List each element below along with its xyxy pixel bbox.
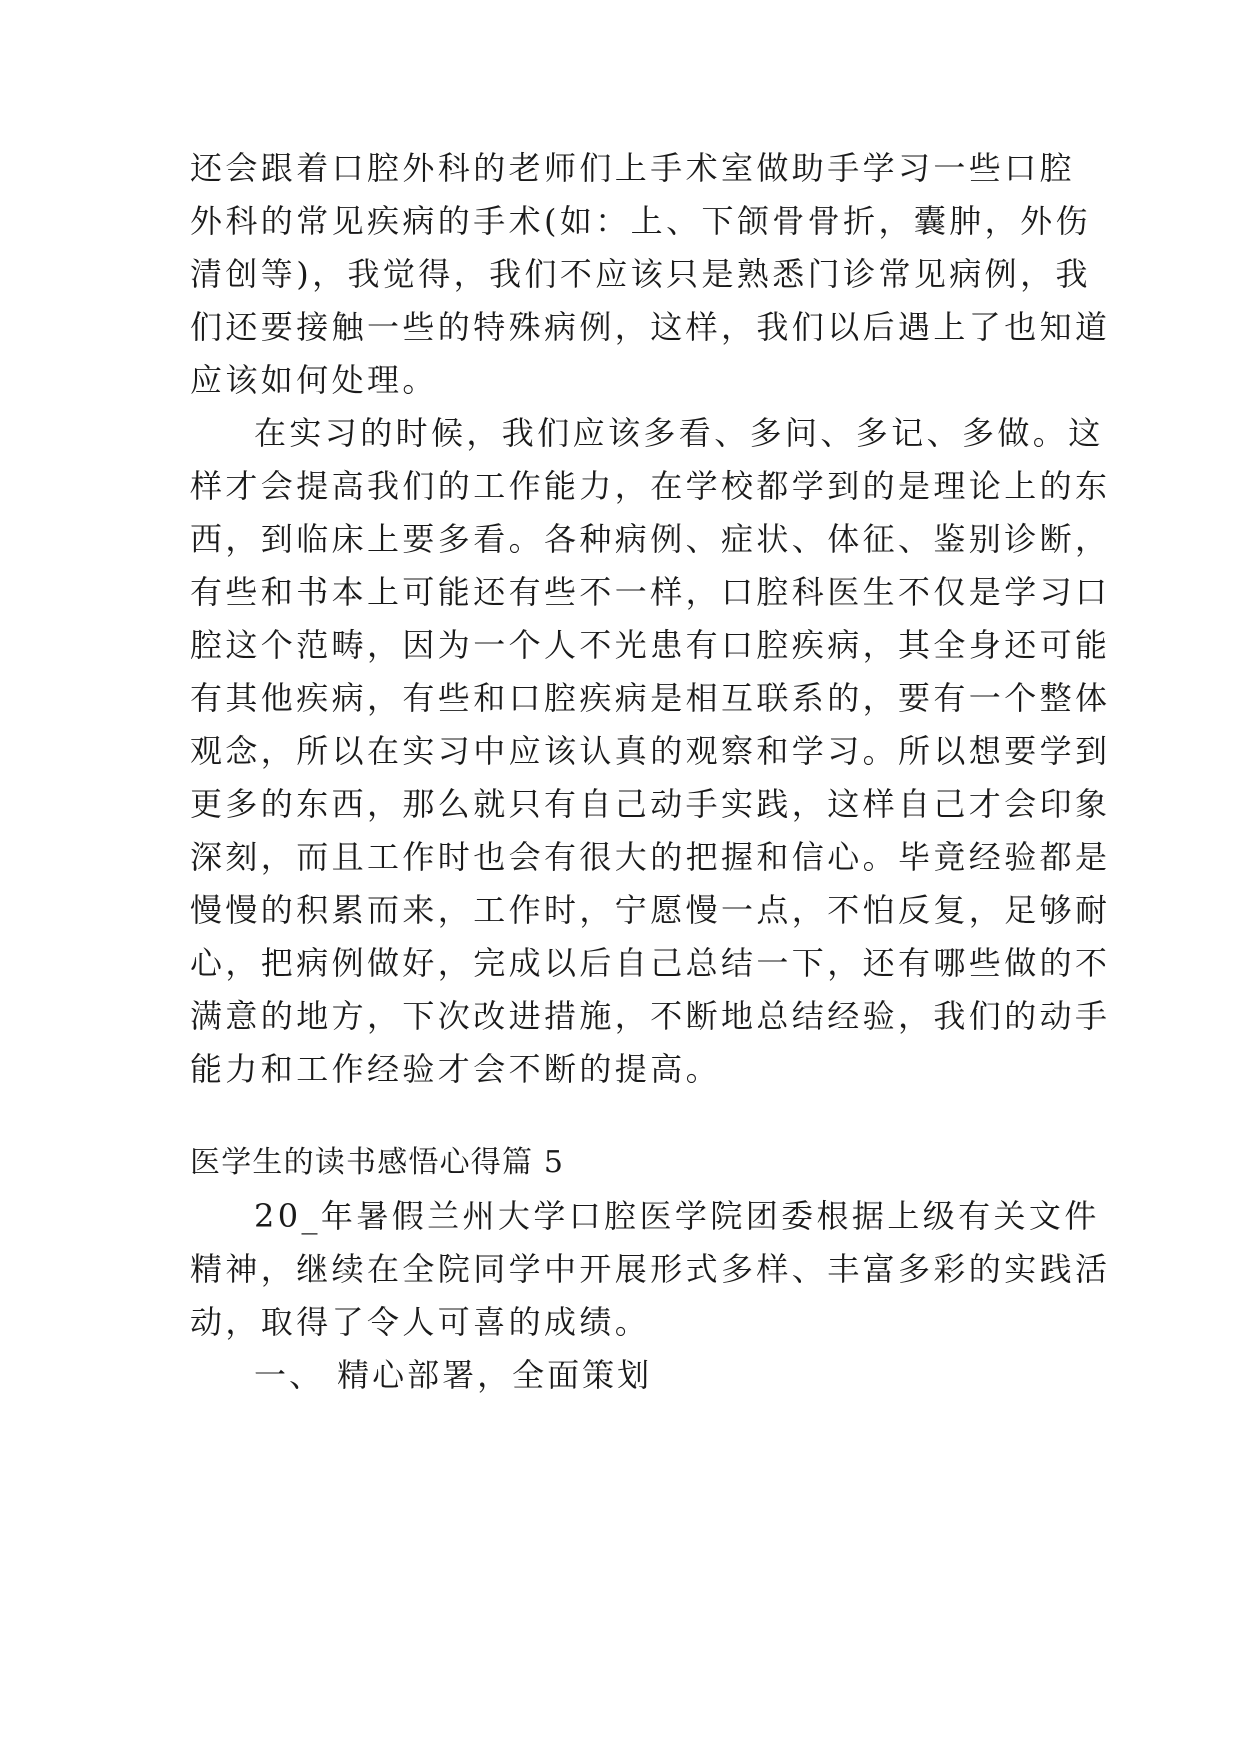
paragraph-2-line-8: 更多的东西，那么就只有自己动手实践，这样自己才会印象 — [190, 785, 1111, 823]
subsection-title: 一、 精心部署，全面策划 — [254, 1356, 653, 1394]
paragraph-1-line-5: 应该如何处理。 — [190, 361, 438, 399]
paragraph-2-line-5: 腔这个范畴，因为一个人不光患有口腔疾病，其全身还可能 — [190, 626, 1111, 664]
paragraph-3-line-2: 精神，继续在全院同学中开展形式多样、丰富多彩的实践活 — [190, 1250, 1111, 1288]
paragraph-1-line-4: 们还要接触一些的特殊病例，这样，我们以后遇上了也知道 — [190, 308, 1111, 346]
paragraph-2-line-9: 深刻，而且工作时也会有很大的把握和信心。毕竟经验都是 — [190, 838, 1111, 876]
paragraph-2-line-12: 满意的地方，下次改进措施，不断地总结经验，我们的动手 — [190, 997, 1111, 1035]
paragraph-2-line-2: 样才会提高我们的工作能力，在学校都学到的是理论上的东 — [190, 467, 1111, 505]
paragraph-2-line-13: 能力和工作经验才会不断的提高。 — [190, 1050, 722, 1088]
paragraph-1-line-3: 清创等)，我觉得，我们不应该只是熟悉门诊常见病例，我 — [190, 255, 1091, 293]
paragraph-1-line-1: 还会跟着口腔外科的老师们上手术室做助手学习一些口腔 — [190, 149, 1076, 187]
paragraph-2-line-6: 有其他疾病，有些和口腔疾病是相互联系的，要有一个整体 — [190, 679, 1111, 717]
paragraph-2-line-11: 心，把病例做好，完成以后自己总结一下，还有哪些做的不 — [190, 944, 1111, 982]
paragraph-2-line-4: 有些和书本上可能还有些不一样，口腔科医生不仅是学习口 — [190, 573, 1111, 611]
paragraph-3-line-3: 动，取得了令人可喜的成绩。 — [190, 1303, 651, 1341]
section-heading: 医学生的读书感悟心得篇 5 — [190, 1145, 565, 1180]
paragraph-1-line-2: 外科的常见疾病的手术(如：上、下颌骨骨折，囊肿，外伤 — [190, 202, 1091, 240]
paragraph-2-line-3: 西，到临床上要多看。各种病例、症状、体征、鉴别诊断， — [190, 520, 1111, 558]
paragraph-2-line-1: 在实习的时候，我们应该多看、多问、多记、多做。这 — [254, 414, 1104, 452]
paragraph-3-line-1: 20_年暑假兰州大学口腔医学院团委根据上级有关文件 — [254, 1197, 1100, 1235]
paragraph-2-line-10: 慢慢的积累而来，工作时，宁愿慢一点，不怕反复，足够耐 — [190, 891, 1111, 929]
paragraph-2-line-7: 观念，所以在实习中应该认真的观察和学习。所以想要学到 — [190, 732, 1111, 770]
